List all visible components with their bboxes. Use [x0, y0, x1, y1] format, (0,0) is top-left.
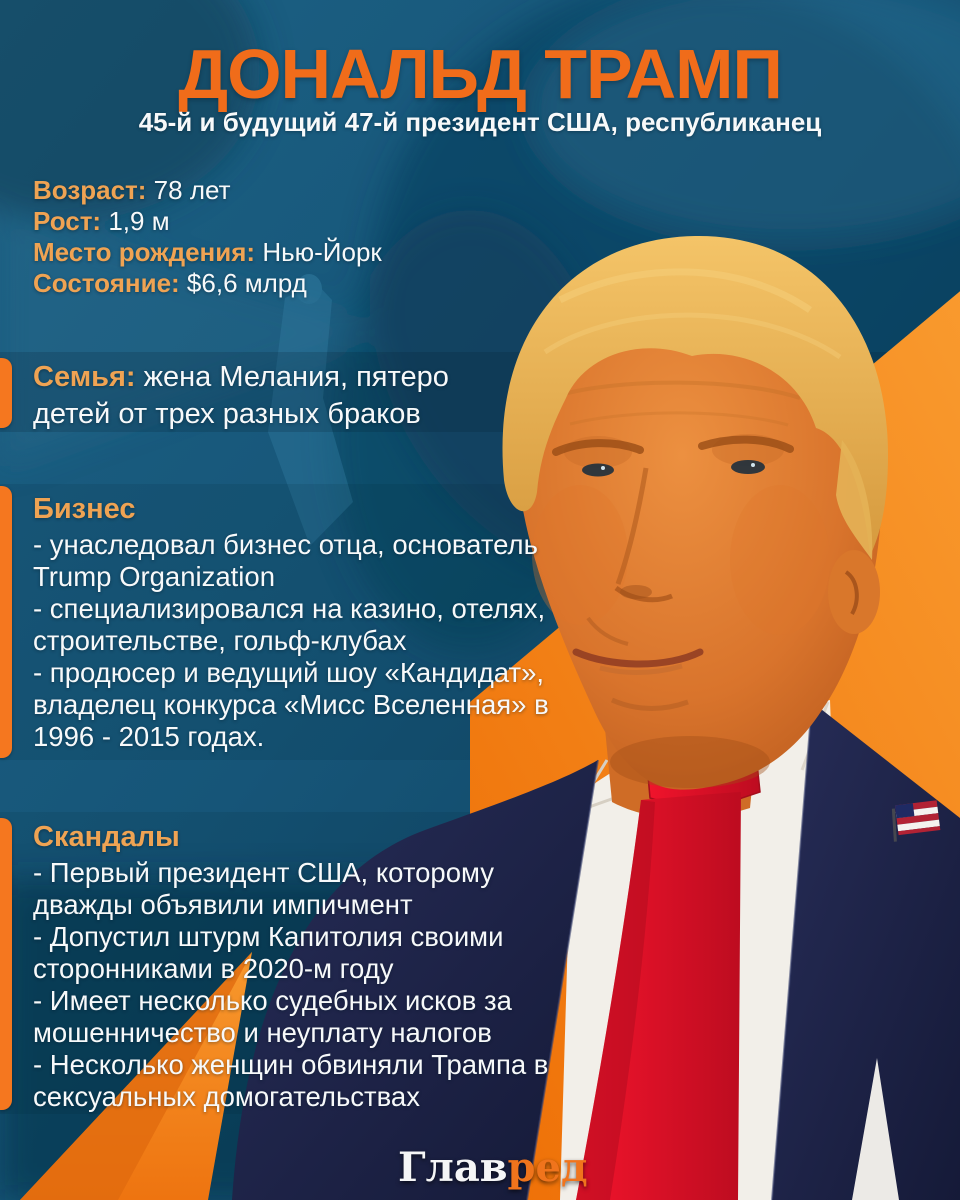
- section-business: [33, 492, 573, 753]
- page-subtitle: 45-й и будущий 47-й президент США, республиканец: [138, 107, 822, 137]
- fact-networth: [33, 268, 382, 299]
- business-item: - продюсер и ведущий шоу «Кандидат», владелец конкурса «Мисс Вселенная» в 1996 - 2015 годах.: [33, 657, 549, 752]
- business-title: Бизнес: [33, 493, 136, 525]
- page-title: ДОНАЛЬД ТРАМП: [178, 35, 782, 113]
- logo-part-white: Глав: [398, 1144, 508, 1191]
- scandals-title: Скандалы: [33, 821, 180, 853]
- section-marker-family: [0, 358, 12, 428]
- glavred-logo: [398, 1144, 588, 1191]
- fact-birthplace-value: Нью-Йорк: [262, 237, 382, 267]
- facts-list: [33, 175, 382, 299]
- fact-birthplace: [33, 237, 382, 268]
- fact-networth-label: Состояние:: [33, 268, 180, 298]
- section-scandals: [33, 820, 553, 1113]
- business-item: - специализировался на казино, отелях, строительстве, гольф-клубах: [33, 593, 546, 656]
- ear: [828, 550, 880, 634]
- scandals-item: - Имеет несколько судебных исков за мошенничество и неуплату налогов: [33, 985, 512, 1048]
- section-marker-business: [0, 486, 12, 758]
- scandals-item: - Несколько женщин обвиняли Трампа в сексуальных домогательствах: [33, 1049, 549, 1112]
- business-item: - унаследовал бизнес отца, основатель Trump Organization: [33, 529, 538, 592]
- fact-birthplace-label: Место рождения:: [33, 237, 256, 267]
- fact-height-value: 1,9 м: [108, 206, 170, 236]
- scandals-item: - Первый президент США, которому дважды объявили импичмент: [33, 857, 494, 920]
- family-text: жена Мелания, пятеро детей от трех разных браков: [33, 361, 449, 430]
- fact-age: [33, 175, 382, 206]
- fact-height: [33, 206, 382, 237]
- section-marker-scandals: [0, 818, 12, 1110]
- fact-networth-value: $6,6 млрд: [186, 268, 307, 298]
- fact-height-label: Рост:: [33, 206, 102, 236]
- family-label: Семья:: [33, 361, 136, 393]
- scandals-item: - Допустил штурм Капитолия своими сторонниками в 2020-м году: [33, 921, 504, 984]
- logo-part-orange: ред: [507, 1144, 588, 1191]
- section-family: [33, 359, 503, 433]
- fact-age-label: Возраст:: [33, 175, 147, 205]
- fact-age-value: 78 лет: [153, 175, 231, 205]
